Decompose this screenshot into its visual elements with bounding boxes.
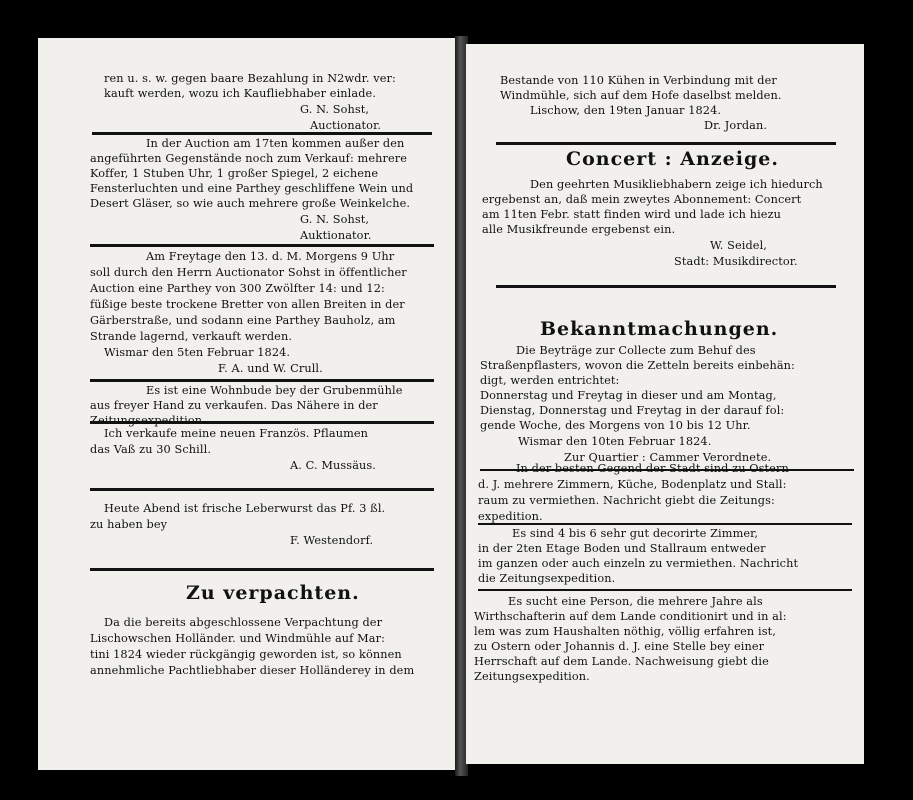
text-line: das Vaß zu 30 Schill.: [90, 443, 212, 456]
text-line: Zeitungsexpedition.: [474, 670, 590, 683]
left-page: [38, 38, 456, 770]
text-line: In der besten Gegend der Stadt sind zu Ostern: [516, 462, 789, 475]
text-line: Fensterluchten und eine Parthey geschliffene Wein und: [90, 182, 414, 195]
divider: [90, 421, 434, 424]
text-line: Gärberstraße, und sodann eine Parthey Bauholz, am: [90, 314, 396, 327]
text-line: kauft werden, wozu ich Kaufliebhaber einlade.: [104, 87, 377, 100]
text-line: annehmliche Pachtliebhaber dieser Holländerey in dem: [90, 664, 415, 677]
divider: [496, 142, 836, 145]
right-page: [466, 44, 864, 764]
divider: [90, 379, 434, 382]
divider: [478, 589, 852, 591]
text-line: raum zu vermiethen. Nachricht giebt die Zeitungs:: [478, 494, 775, 507]
text-line: Ich verkaufe meine neuen Französ. Pflaumen: [104, 427, 369, 440]
text-line: Straßenpflasters, wovon die Zetteln bereits einbehän:: [480, 359, 795, 372]
text-line: Lischowschen Holländer. und Windmühle auf Mar:: [90, 632, 386, 645]
date-line: Lischow, den 19ten Januar 1824.: [530, 104, 722, 117]
text-line: alle Musikfreunde ergebenst ein.: [482, 223, 676, 236]
text-line: in der 2ten Etage Boden und Stallraum entweder: [478, 542, 766, 555]
text-line: Am Freytage den 13. d. M. Morgens 9 Uhr: [146, 250, 395, 263]
signature-title: Auctionator.: [310, 119, 382, 132]
section-heading: Concert : Anzeige.: [566, 148, 779, 170]
date-line: Wismar den 10ten Februar 1824.: [518, 435, 712, 448]
text-line: Donnerstag und Freytag in dieser und am Montag,: [480, 389, 777, 402]
text-line: die Zeitungsexpedition.: [478, 572, 616, 585]
text-line: In der Auction am 17ten kommen außer den: [146, 137, 405, 150]
text-line: Es sucht eine Person, die mehrere Jahre als: [508, 595, 763, 608]
text-line: zu haben bey: [90, 518, 168, 531]
signature-title: Stadt: Musikdirector.: [674, 255, 798, 268]
text-line: Da die bereits abgeschlossene Verpachtung der: [104, 616, 383, 629]
text-line: Den geehrten Musikliebhabern zeige ich hiedurch: [530, 178, 823, 191]
text-line: Es ist eine Wohnbude bey der Grubenmühle: [146, 384, 403, 397]
signature: G. N. Sohst,: [300, 213, 370, 226]
text-line: Koffer, 1 Stuben Uhr, 1 großer Spiegel, 2 eichene: [90, 167, 379, 180]
text-line: tini 1824 wieder rückgängig geworden ist, so können: [90, 648, 402, 661]
text-line: am 11ten Febr. statt finden wird und lade ich hiezu: [482, 208, 782, 221]
divider: [90, 488, 434, 491]
text-line: Es sind 4 bis 6 sehr gut decorirte Zimmer,: [512, 527, 759, 540]
section-heading: Bekanntmachungen.: [540, 318, 779, 340]
text-line: angeführten Gegenstände noch zum Verkauf: mehrere: [90, 152, 408, 165]
divider: [90, 568, 434, 571]
text-line: digt, werden entrichtet:: [480, 374, 620, 387]
signature: W. Seidel,: [710, 239, 767, 252]
text-line: ergebenst an, daß mein zweytes Abonnement: Concert: [482, 193, 802, 206]
text-line: Bestande von 110 Kühen in Verbindung mit der: [500, 74, 777, 87]
text-line: expedition.: [478, 510, 543, 523]
text-line: Wirthschafterin auf dem Lande conditionirt und in al:: [474, 610, 787, 623]
text-line: Auction eine Parthey von 300 Zwölfter 14: und 12:: [90, 282, 385, 295]
divider: [478, 523, 852, 525]
text-line: gende Woche, des Morgens von 10 bis 12 Uhr.: [480, 419, 751, 432]
divider: [92, 132, 432, 135]
text-line: füßige beste trockene Bretter von allen Breiten in der: [90, 298, 405, 311]
signature: F. Westendorf.: [290, 534, 374, 547]
text-line: Desert Gläser, so wie auch mehrere große Weinkelche.: [90, 197, 411, 210]
text-line: Die Beyträge zur Collecte zum Behuf des: [516, 344, 756, 357]
text-line: Windmühle, sich auf dem Hofe daselbst melden.: [500, 89, 782, 102]
text-line: Herrschaft auf dem Lande. Nachweisung giebt die: [474, 655, 769, 668]
text-line: soll durch den Herrn Auctionator Sohst in öffentlicher: [90, 266, 407, 279]
signature: G. N. Sohst,: [300, 103, 370, 116]
date-line: Wismar den 5ten Februar 1824.: [104, 346, 291, 359]
text-line: lem was zum Haushalten nöthig, völlig erfahren ist,: [474, 625, 776, 638]
text-line: im ganzen oder auch einzeln zu vermiethen. Nachricht: [478, 557, 799, 570]
divider: [496, 285, 836, 288]
signature: F. A. und W. Crull.: [218, 362, 323, 375]
text-line: zu Ostern oder Johannis d. J. eine Stelle bey einer: [474, 640, 765, 653]
text-line: Strande lagernd, verkauft werden.: [90, 330, 293, 343]
text-line: aus freyer Hand zu verkaufen. Das Nähere in der: [90, 399, 378, 412]
text-line: ren u. s. w. gegen baare Bezahlung in N2wdr. ver:: [104, 72, 396, 85]
signature: Dr. Jordan.: [704, 119, 768, 132]
section-heading: Zu verpachten.: [186, 582, 360, 604]
text-line: d. J. mehrere Zimmern, Küche, Bodenplatz und Stall:: [478, 478, 787, 491]
text-line: Heute Abend ist frische Leberwurst das Pf. 3 ßl.: [104, 502, 386, 515]
text-line: Dienstag, Donnerstag und Freytag in der darauf fol:: [480, 404, 785, 417]
signature: A. C. Mussäus.: [290, 459, 376, 472]
signature: Zur Quartier : Cammer Verordnete.: [564, 451, 772, 464]
divider: [90, 244, 434, 247]
signature-title: Auktionator.: [300, 229, 372, 242]
